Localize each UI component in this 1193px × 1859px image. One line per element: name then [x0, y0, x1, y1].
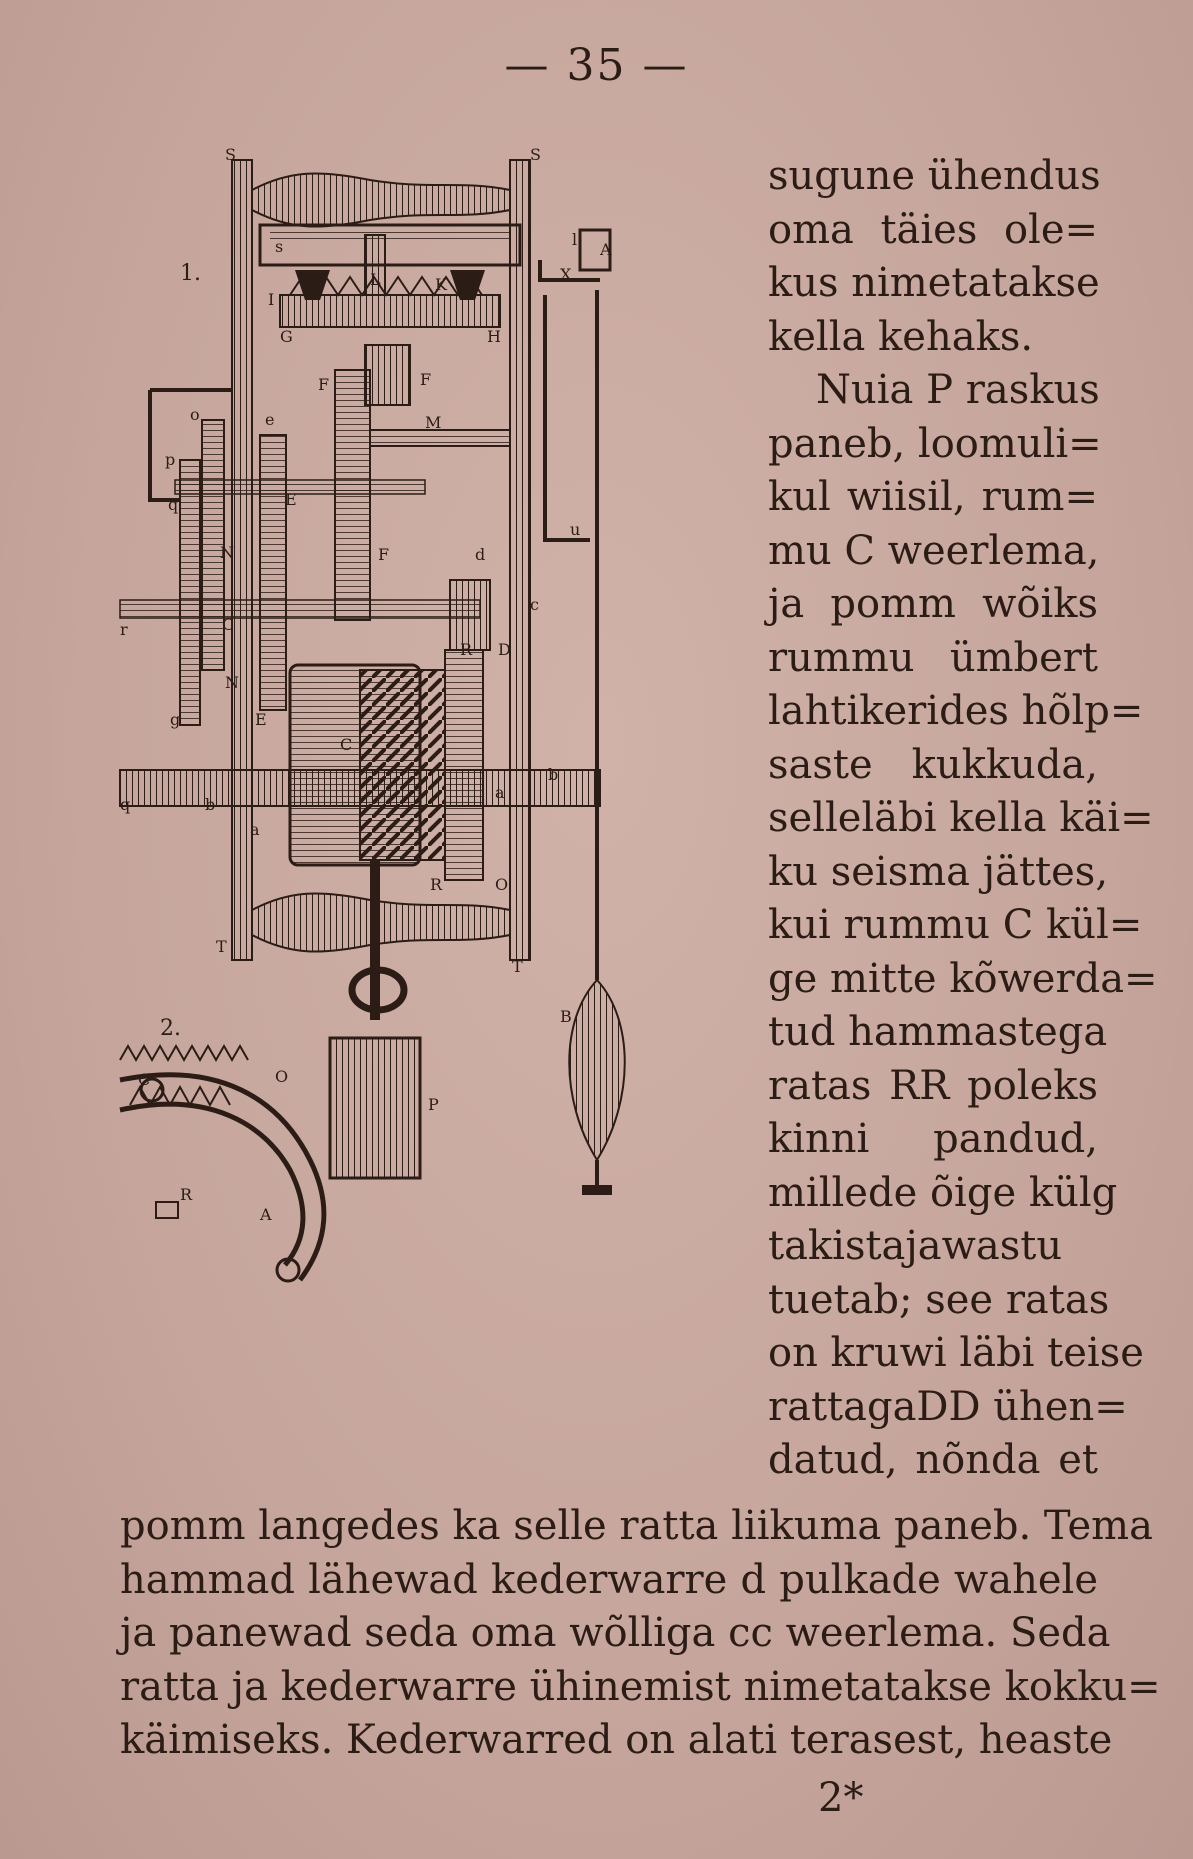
label-G: G — [280, 327, 293, 346]
label-N-top: N — [220, 543, 234, 562]
text-line: ge mitte kõwerda= — [768, 955, 1158, 1002]
label-M: M — [425, 413, 442, 432]
label-q-shaft: q — [120, 795, 131, 814]
text-line: on kruwi läbi teise — [768, 1330, 1144, 1376]
label-E-top: E — [285, 490, 297, 509]
text-line: mu C weerlema, — [768, 527, 1100, 574]
label-T-right: T — [512, 957, 523, 976]
label-F-left: F — [318, 375, 330, 394]
text-line: takistajawastu — [768, 1223, 1063, 1269]
text-line: käimiseks. Kederwarred on alati terasest, heaste — [120, 1717, 1113, 1763]
label-I: I — [268, 290, 275, 309]
label-R-ratchet: R — [180, 1185, 193, 1204]
clock-mechanism-engraving — [120, 145, 760, 1490]
text-line: kella kehaks. — [768, 313, 1034, 360]
text-line: tud hammastega — [768, 1009, 1108, 1055]
text-line: kul wiisil, rum= — [768, 474, 1098, 520]
label-d: d — [475, 545, 486, 564]
label-R-top: R — [460, 640, 473, 659]
full-width-text — [120, 1500, 1161, 1768]
text-line: ja panewad seda oma wõlliga cc weerlema. Seda — [120, 1610, 1111, 1656]
label-N-bottom: N — [225, 673, 239, 692]
label-F-bottom: F — [378, 545, 390, 564]
text-line: oma täies ole= — [768, 206, 1098, 253]
label-S-left: S — [225, 145, 236, 164]
label-R-bottom: R — [430, 875, 443, 894]
label-O: O — [495, 875, 509, 894]
text-line: saste kukkuda, — [768, 741, 1098, 788]
text-line: ku seisma jättes, — [768, 848, 1109, 895]
text-line: pomm langedes ka selle ratta liikuma paneb. Tema — [120, 1503, 1153, 1549]
engraving-svg — [120, 145, 760, 1490]
text-line: lahtikerides hõlp= — [768, 688, 1144, 734]
label-K: K — [435, 275, 447, 294]
label-b-left: b — [205, 795, 216, 814]
label-C-gear: C — [222, 615, 235, 634]
label-C-ratchet: C — [138, 1070, 151, 1089]
side-column-text — [768, 150, 1158, 1488]
label-L: L — [370, 270, 381, 289]
label-B: B — [560, 1007, 572, 1026]
label-A-pendulum: A — [600, 240, 612, 259]
figure-2-label: 2. — [160, 1016, 181, 1041]
text-line: ja pomm wõiks — [768, 581, 1098, 627]
label-q: q — [168, 495, 179, 514]
label-A-ratchet: A — [260, 1205, 272, 1224]
label-C-barrel: C — [340, 735, 353, 754]
label-e: e — [265, 410, 275, 429]
text-line: sugune ühendus — [768, 153, 1101, 199]
text-line: Nuia P raskus — [816, 367, 1100, 413]
label-P: P — [428, 1095, 439, 1114]
label-F-right: F — [420, 370, 432, 389]
text-line: millede õige külg — [768, 1169, 1118, 1216]
label-S-right: S — [530, 145, 541, 164]
label-b-right: b — [548, 765, 559, 784]
signature-mark: 2* — [818, 1775, 864, 1821]
label-s: s — [275, 237, 284, 256]
label-O-ratchet: O — [275, 1067, 289, 1086]
label-c: c — [530, 595, 539, 614]
text-line: paneb, loomuli= — [768, 420, 1102, 467]
text-line: kui rummu C kül= — [768, 902, 1143, 948]
text-line: kinni pandud, — [768, 1116, 1098, 1162]
text-line: datud, nõnda et — [768, 1437, 1098, 1483]
figure-1-label: 1. — [180, 261, 201, 286]
label-g: g — [170, 710, 181, 729]
page-number: — 35 — — [504, 40, 689, 91]
label-E-bottom: E — [255, 710, 267, 729]
label-a-left: a — [250, 820, 260, 839]
label-l: l — [572, 230, 578, 249]
text-line: rummu ümbert — [768, 634, 1098, 681]
text-line: kus nimetatakse — [768, 260, 1100, 306]
text-line: ratas RR poleks — [768, 1062, 1098, 1109]
label-H: H — [487, 327, 501, 346]
label-a-right: a — [495, 783, 505, 802]
label-u: u — [570, 520, 581, 539]
text-line: ratta ja kederwarre ühinemist nimetatakse kokku= — [120, 1663, 1161, 1710]
text-line: selleläbi kella käi= — [768, 795, 1154, 841]
label-o: o — [190, 405, 200, 424]
label-D: D — [498, 640, 511, 659]
label-p: p — [165, 450, 176, 469]
label-T-left: T — [216, 937, 227, 956]
text-line: hammad lähewad kederwarre d pulkade wahele — [120, 1556, 1098, 1603]
label-X: X — [560, 265, 572, 284]
label-r: r — [120, 620, 128, 639]
text-line: rattagaDD ühen= — [768, 1383, 1128, 1430]
text-line: tuetab; see ratas — [768, 1276, 1110, 1323]
